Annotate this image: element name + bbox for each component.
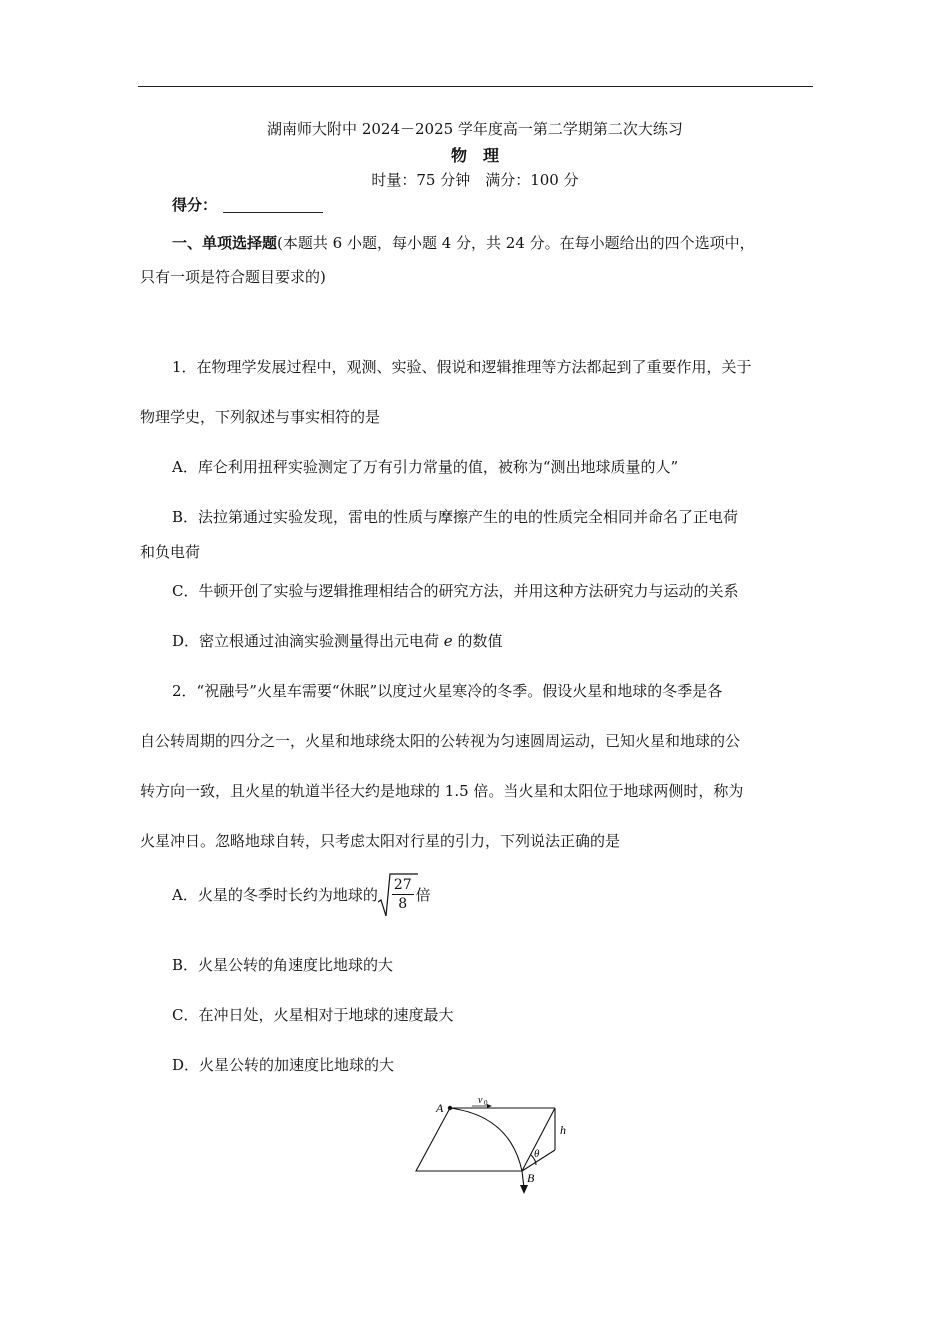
q1-option-b-line1: B．法拉第通过实验发现，雷电的性质与摩擦产生的电的性质完全相同并命名了正电荷 xyxy=(172,508,739,526)
score-field xyxy=(172,194,323,215)
incline-left-edge xyxy=(416,1108,522,1171)
q2-stem-line2: 自公转周期的四分之一，火星和地球绕太阳的公转视为匀速圆周运动，已知火星和地球的公 xyxy=(140,732,741,750)
label-v0: v xyxy=(478,1095,483,1106)
section1-line1 xyxy=(172,232,755,253)
section1-heading: 一、单项选择题 xyxy=(172,234,278,252)
fraction-denominator: 8 xyxy=(398,896,408,912)
label-a: A xyxy=(436,1101,444,1115)
q1-option-d-var: e xyxy=(443,632,453,650)
sqrt-sign-icon xyxy=(378,872,418,918)
score-blank[interactable] xyxy=(223,198,323,213)
q1-stem-line2: 物理学史，下列叙述与事实相符的是 xyxy=(140,408,381,426)
label-theta: θ xyxy=(534,1148,540,1160)
q2-stem-line1: 2．“祝融号”火星车需要“休眠”以度过火星寒冷的冬季。假设火星和地球的冬季是各 xyxy=(172,682,723,700)
label-h: h xyxy=(560,1123,566,1137)
v0-arrow-head xyxy=(487,1104,492,1108)
q1-stem-line1: 1．在物理学发展过程中，观测、实验、假说和逻辑推理等方法都起到了重要作用，关于 xyxy=(172,358,752,376)
velocity-arrow-head xyxy=(520,1185,528,1194)
q2-option-a-prefix: A．火星的冬季时长约为地球的 xyxy=(172,886,378,904)
sqrt-expression xyxy=(378,876,416,913)
q1-option-d-prefix: D．密立根通过油滴实验测量得出元电荷 xyxy=(172,632,444,650)
section1-note-line2: 只有一项是符合题目要求的) xyxy=(140,268,326,286)
point-a-dot xyxy=(448,1106,452,1110)
incline-line xyxy=(522,1108,555,1171)
q2-option-d: D．火星公转的加速度比地球的大 xyxy=(172,1056,395,1074)
q1-option-d-suffix: 的数值 xyxy=(452,632,503,650)
q1-option-b-line2: 和负电荷 xyxy=(140,543,201,561)
label-v0-sub: 0 xyxy=(484,1099,488,1107)
fraction-numerator: 27 xyxy=(393,877,412,893)
q2-stem-line3: 转方向一致，且火星的轨道半径大约是地球的 1.5 倍。当火星和太阳位于地球两侧时，称为 xyxy=(140,782,744,800)
section1-note: (本题共 6 小题，每小题 4 分，共 24 分。在每小题给出的四个选项中， xyxy=(277,234,755,252)
score-label: 得分： xyxy=(172,196,218,214)
q1-option-a: A．库仑利用扭秤实验测定了万有引力常量的值，被称为“测出地球质量的人” xyxy=(172,458,679,476)
label-b: B xyxy=(527,1171,535,1185)
top-rule xyxy=(138,86,813,87)
subject-title: 物 理 xyxy=(450,146,499,165)
incline-figure xyxy=(400,1088,590,1198)
exam-title: 湖南师大附中 2024－2025 学年度高一第二学期第二次大练习 xyxy=(267,120,683,138)
q1-option-d xyxy=(172,630,502,651)
q2-option-b: B．火星公转的角速度比地球的大 xyxy=(172,956,394,974)
q2-option-a xyxy=(172,876,431,926)
q2-option-c: C．在冲日处，火星相对于地球的速度最大 xyxy=(172,1006,454,1024)
q2-stem-line4: 火星冲日。忽略地球自转，只考虑太阳对行星的引力，下列说法正确的是 xyxy=(140,832,621,850)
q1-option-c: C．牛顿开创了实验与逻辑推理相结合的研究方法，并用这种方法研究力与运动的关系 xyxy=(172,582,739,600)
trajectory-curve xyxy=(450,1108,522,1171)
time-info: 时量：75 分钟 满分：100 分 xyxy=(371,171,579,189)
q2-option-a-suffix: 倍 xyxy=(415,886,431,904)
